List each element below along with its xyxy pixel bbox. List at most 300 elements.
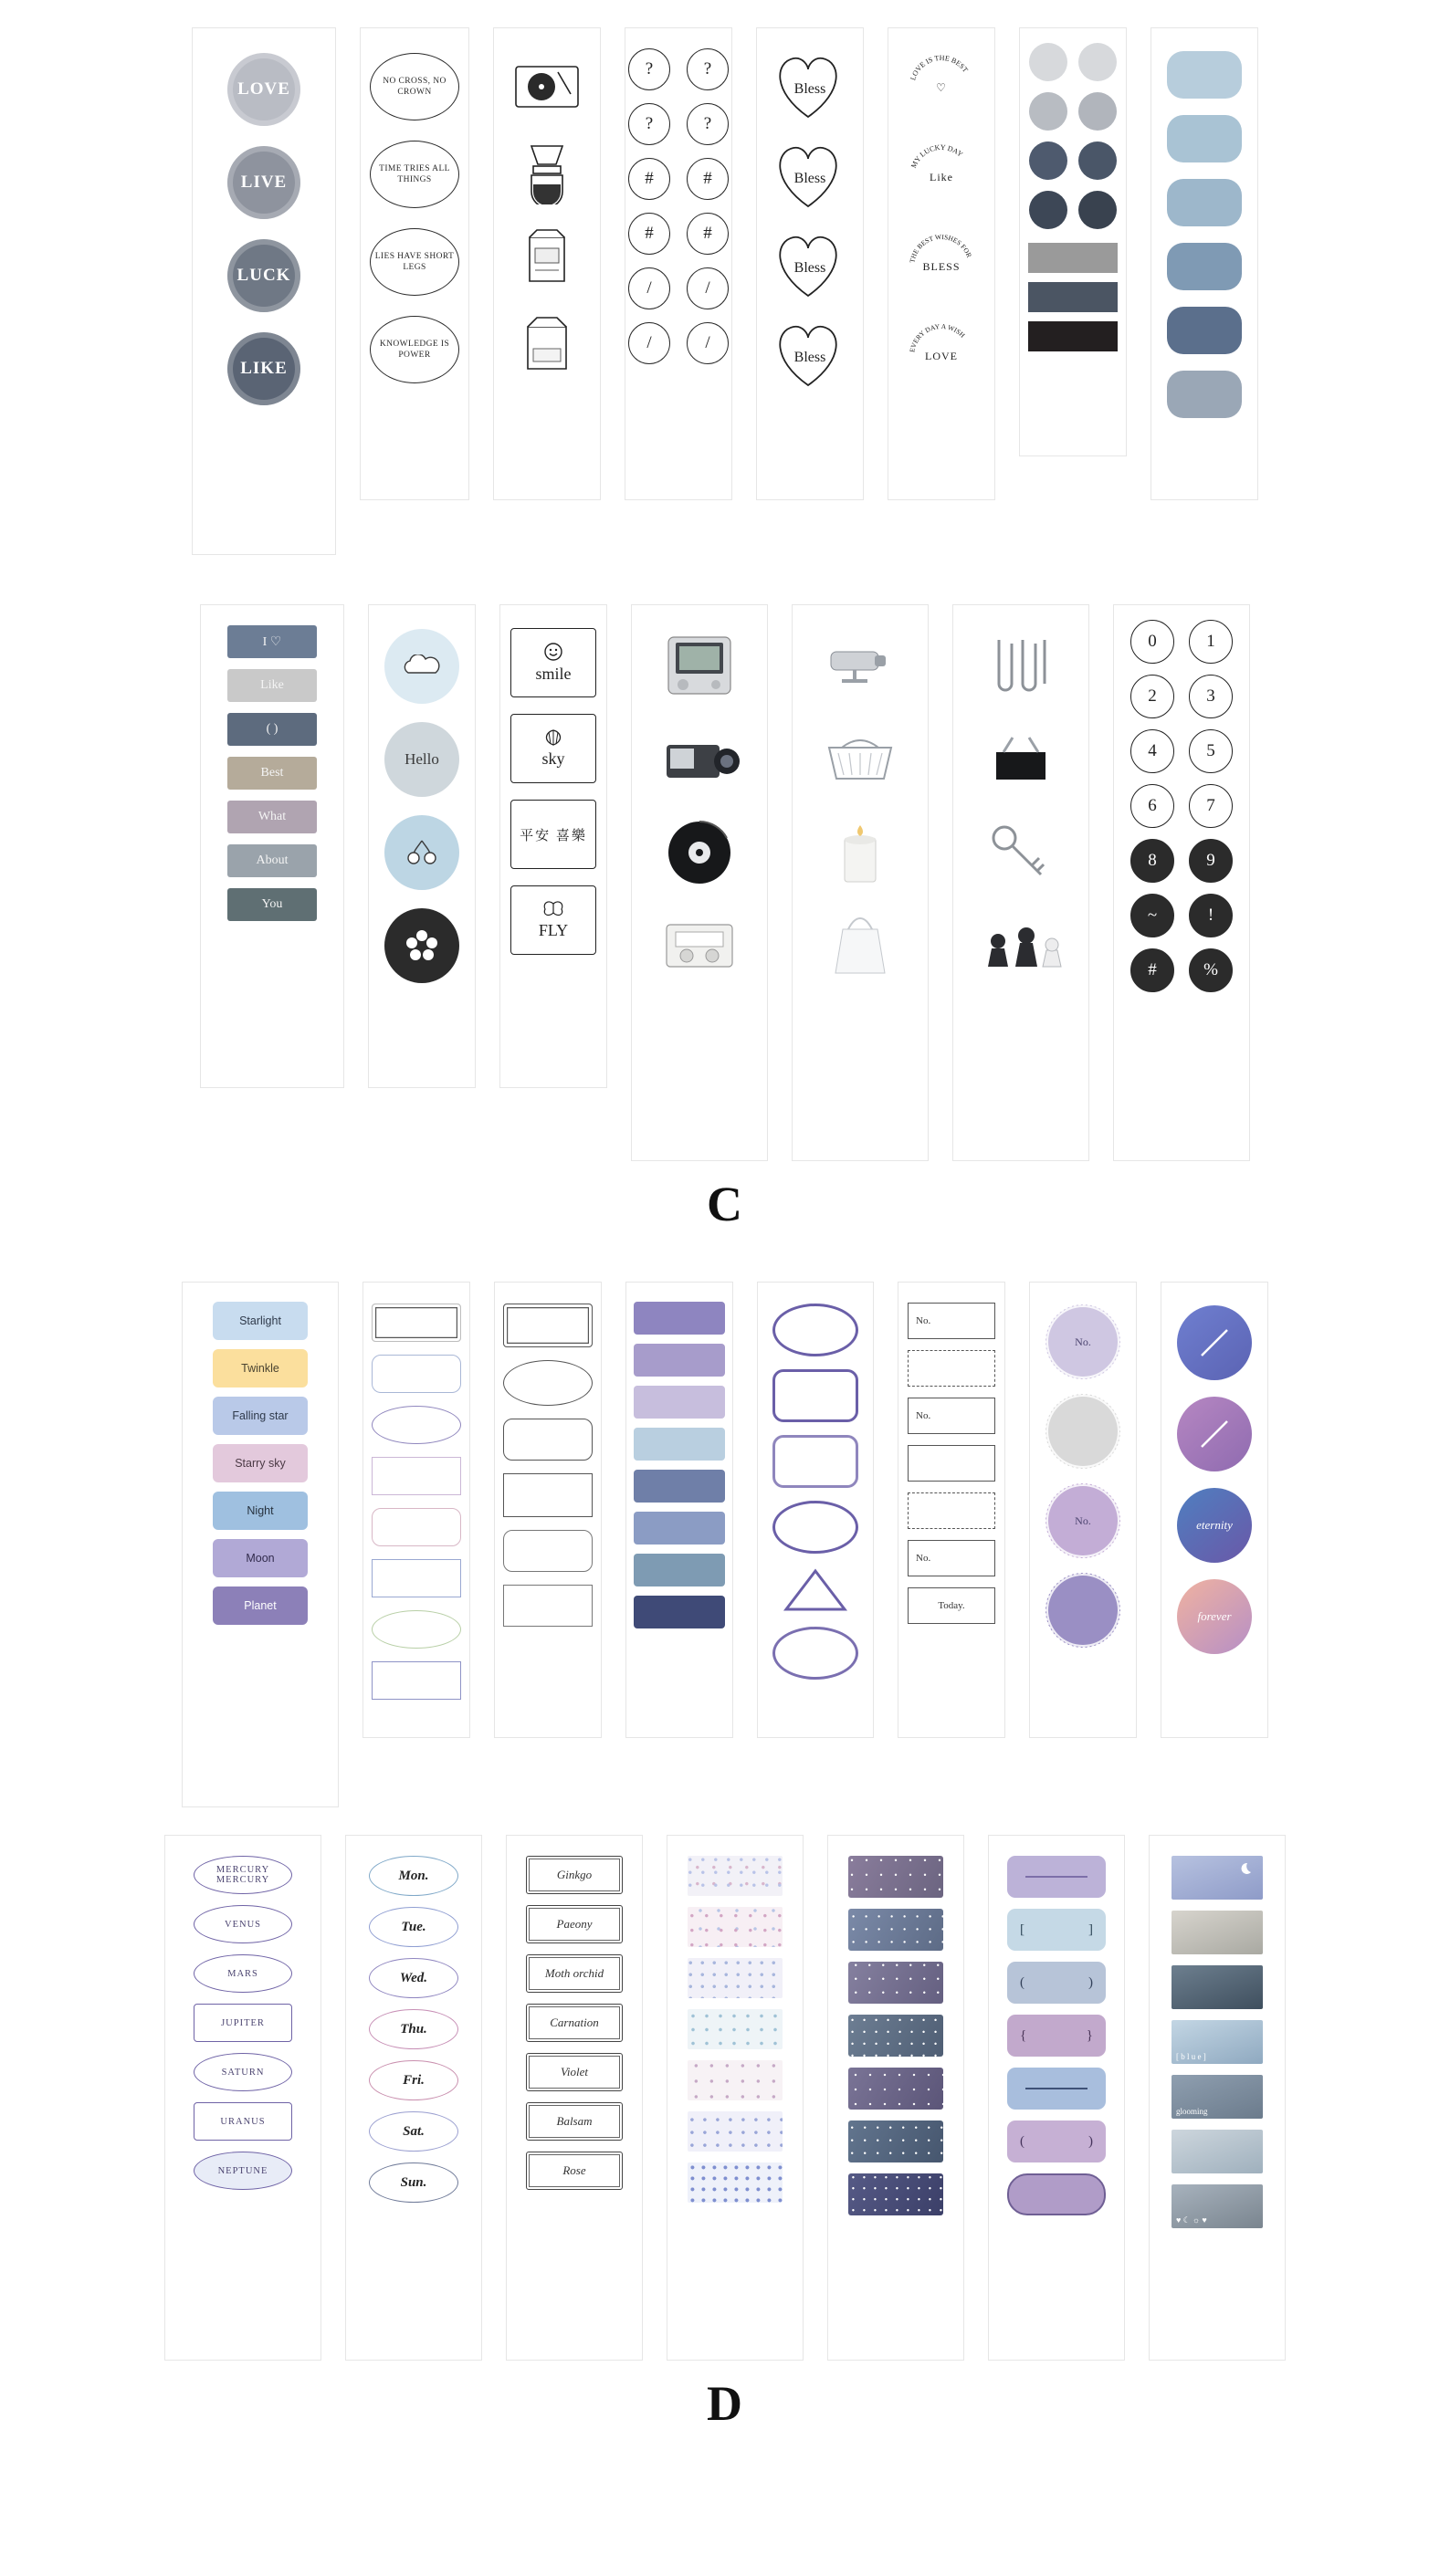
weekday-tag[interactable] xyxy=(369,2162,458,2203)
sheet-line-art-objects[interactable] xyxy=(493,27,601,500)
circle-badge[interactable] xyxy=(227,53,300,126)
sheet-blank-line-frames[interactable] xyxy=(494,1282,602,1738)
sheet-weekday-ovals[interactable] xyxy=(345,1835,482,2361)
heart-label: Bless xyxy=(793,350,826,365)
planet-tag[interactable] xyxy=(194,2102,292,2141)
sheet-circular-text-stamps[interactable] xyxy=(888,27,995,500)
symbol-text: # xyxy=(645,224,654,243)
symbol-text: ! xyxy=(1207,906,1214,925)
word-card-label: 平安 喜樂 xyxy=(520,828,587,843)
number-sticker[interactable] xyxy=(1189,784,1233,828)
heart-sticker[interactable] xyxy=(766,139,854,215)
stamp-core: Like xyxy=(930,170,953,183)
photo-card[interactable] xyxy=(1172,1911,1263,1954)
text-stamp[interactable] xyxy=(902,48,981,127)
number-text: 6 xyxy=(1148,796,1157,815)
text-stamp[interactable] xyxy=(902,317,981,395)
number-text: 1 xyxy=(1206,632,1215,651)
chip-label: ( ) xyxy=(266,722,278,736)
triangle-shape[interactable] xyxy=(775,1566,856,1614)
color-block[interactable] xyxy=(1028,243,1118,273)
seal-sticker[interactable] xyxy=(1045,1304,1120,1379)
bracket-tag[interactable] xyxy=(1007,1856,1106,1898)
number-sticker[interactable] xyxy=(1130,675,1174,718)
sheet-pastel-motif-circles[interactable] xyxy=(368,604,476,1088)
sheet-heart-bless[interactable] xyxy=(756,27,864,500)
plastic-bag-icon[interactable] xyxy=(812,906,909,985)
butterfly-icon xyxy=(541,900,565,918)
bracket-tag[interactable] xyxy=(1007,2015,1106,2057)
color-frame[interactable] xyxy=(372,1661,461,1700)
starry-patch[interactable] xyxy=(848,1856,943,1898)
color-dot[interactable] xyxy=(1029,191,1067,229)
sheet-purple-outline-shapes[interactable] xyxy=(757,1282,874,1738)
symbol-sticker[interactable] xyxy=(1130,948,1174,992)
photo-card[interactable] xyxy=(1172,2130,1263,2173)
word-card[interactable] xyxy=(510,628,596,697)
color-dot[interactable] xyxy=(1078,191,1117,229)
label-chip[interactable] xyxy=(227,713,317,746)
photo-card[interactable] xyxy=(1172,2075,1263,2119)
weekday-tag[interactable] xyxy=(369,2111,458,2152)
badge-label: LUCK xyxy=(236,266,291,285)
slogan-text: LIES HAVE SHORT LEGS xyxy=(374,252,455,272)
sheet-number-ticket-boxes[interactable] xyxy=(898,1282,1005,1738)
circle-label: Hello xyxy=(405,750,439,768)
color-frame[interactable] xyxy=(372,1559,461,1597)
color-bar[interactable] xyxy=(634,1386,725,1419)
rounded-tag[interactable] xyxy=(1167,371,1242,418)
flower-tag[interactable] xyxy=(526,2102,623,2141)
rounded-tag[interactable] xyxy=(1167,243,1242,290)
ticket-label: No. xyxy=(916,1553,931,1564)
chip-label: You xyxy=(261,897,283,911)
bracket-tag[interactable] xyxy=(1007,2173,1106,2215)
sheet-solid-color-bars[interactable] xyxy=(625,1282,733,1738)
symbol-text: / xyxy=(646,333,652,352)
planet-label: VENUS xyxy=(224,1919,261,1930)
slogan-oval[interactable] xyxy=(370,53,459,120)
sheet-color-swatches[interactable] xyxy=(1019,27,1127,456)
rounded-tag[interactable] xyxy=(1167,115,1242,162)
sheet-flower-name-frames[interactable] xyxy=(506,1835,643,2361)
gradient-circle[interactable] xyxy=(1177,1397,1252,1471)
cherry-icon[interactable] xyxy=(384,815,459,890)
speckle-patch[interactable] xyxy=(688,2009,783,2049)
circle-badge[interactable] xyxy=(227,239,300,312)
number-text: 3 xyxy=(1206,686,1215,706)
photo-caption: ♥ ☾ ☼ ♥ xyxy=(1176,2215,1207,2225)
svg-text:MY LUCKY DAY: MY LUCKY DAY xyxy=(909,142,965,170)
symbol-sticker[interactable] xyxy=(687,267,729,309)
sheet-word-circle-badges[interactable] xyxy=(192,27,336,555)
bracket-left: ( xyxy=(1020,2133,1024,2149)
hello-circle[interactable] xyxy=(384,722,459,797)
heart-sticker[interactable] xyxy=(766,318,854,394)
photo-card[interactable] xyxy=(1172,2184,1263,2228)
weekday-tag[interactable] xyxy=(369,2060,458,2100)
tag-label: Night xyxy=(247,1504,274,1517)
symbol-text: ~ xyxy=(1147,906,1158,925)
label-chip[interactable] xyxy=(227,888,317,921)
number-sticker[interactable] xyxy=(1130,784,1174,828)
word-tag[interactable] xyxy=(213,1349,308,1387)
tag-label: Starry sky xyxy=(235,1457,286,1470)
starry-patch[interactable] xyxy=(848,2068,943,2110)
tag-label: Moon xyxy=(246,1552,275,1565)
sheet-starlight-tags[interactable] xyxy=(182,1282,339,1807)
cassette-icon[interactable] xyxy=(651,906,748,985)
stamp-core: BLESS xyxy=(922,259,961,273)
ticket-box[interactable] xyxy=(908,1540,995,1576)
deco-frame[interactable] xyxy=(503,1304,593,1347)
stamp-core: LOVE xyxy=(925,349,958,362)
oval-frame[interactable] xyxy=(503,1360,593,1406)
symbol-grid xyxy=(628,43,729,370)
gradient-circle[interactable] xyxy=(1177,1488,1252,1563)
sheet-symbol-circles[interactable] xyxy=(625,27,732,500)
symbol-text: # xyxy=(1148,960,1157,979)
text-stamp[interactable] xyxy=(902,138,981,216)
weekday-label: Wed. xyxy=(399,1970,428,1985)
flower-tag[interactable] xyxy=(526,1856,623,1894)
symbol-sticker[interactable] xyxy=(687,103,729,145)
badge-label: LIKE xyxy=(240,359,288,378)
color-frame[interactable] xyxy=(372,1508,461,1546)
cloud-icon[interactable] xyxy=(384,629,459,704)
handheld-console-icon[interactable] xyxy=(651,627,748,706)
safety-pins-icon[interactable] xyxy=(972,627,1069,706)
weekday-tag[interactable] xyxy=(369,1856,458,1896)
symbol-sticker[interactable] xyxy=(1189,948,1233,992)
label-chip[interactable] xyxy=(227,625,317,658)
sheet-outlined-color-frames[interactable] xyxy=(362,1282,470,1738)
ticket-box[interactable] xyxy=(908,1350,995,1387)
symbol-sticker[interactable] xyxy=(628,213,670,255)
binder-clip-icon[interactable] xyxy=(972,720,1069,799)
number-sticker[interactable] xyxy=(1189,675,1233,718)
round-shape[interactable] xyxy=(772,1369,858,1422)
round-frame[interactable] xyxy=(503,1419,593,1461)
oval-shape[interactable] xyxy=(772,1304,858,1356)
ticket-label: Today. xyxy=(938,1600,965,1611)
number-sticker[interactable] xyxy=(1189,620,1233,664)
word-tag[interactable] xyxy=(213,1492,308,1530)
starry-patch[interactable] xyxy=(848,1909,943,1951)
color-bar[interactable] xyxy=(634,1470,725,1503)
word-tag[interactable] xyxy=(213,1397,308,1435)
number-sticker[interactable] xyxy=(1130,839,1174,883)
sheet-number-symbol-circles[interactable] xyxy=(1113,604,1250,1161)
planet-tag[interactable] xyxy=(194,2152,292,2190)
planet-label: NEPTUNE xyxy=(217,2165,268,2176)
weekday-label: Fri. xyxy=(403,2072,425,2088)
symbol-text: # xyxy=(645,169,654,188)
rounded-tag[interactable] xyxy=(1167,179,1242,226)
label-chip[interactable] xyxy=(227,801,317,833)
flower-icon[interactable] xyxy=(384,908,459,983)
symbol-sticker[interactable] xyxy=(1189,894,1233,937)
seal-sticker[interactable] xyxy=(1045,1573,1120,1648)
planet-tag[interactable] xyxy=(194,2053,292,2091)
color-bar[interactable] xyxy=(634,1554,725,1586)
gradient-circle[interactable] xyxy=(1177,1305,1252,1380)
svg-text:LOVE IS THE BEST: LOVE IS THE BEST xyxy=(909,53,970,82)
color-block[interactable] xyxy=(1028,282,1118,312)
label-chip[interactable] xyxy=(227,844,317,877)
rounded-tag[interactable] xyxy=(1167,51,1242,99)
sheet-starry-patches[interactable] xyxy=(827,1835,964,2361)
starry-patch[interactable] xyxy=(848,2015,943,2057)
weekday-tag[interactable] xyxy=(369,1907,458,1947)
ticket-box[interactable] xyxy=(908,1303,995,1339)
slogan-oval[interactable] xyxy=(370,228,459,296)
bracket-tag[interactable] xyxy=(1007,2068,1106,2110)
section-c-row-2 xyxy=(0,604,1450,1161)
starry-patch[interactable] xyxy=(848,1962,943,2004)
badge-label: LIVE xyxy=(240,173,288,192)
symbol-sticker[interactable] xyxy=(1130,894,1174,937)
planet-tag[interactable] xyxy=(194,1856,292,1894)
slogan-oval[interactable] xyxy=(370,316,459,383)
seal-label: No. xyxy=(1075,1335,1091,1348)
ticket-box[interactable] xyxy=(908,1587,995,1624)
starry-patch[interactable] xyxy=(848,2173,943,2215)
pour-over-coffee-icon xyxy=(505,136,589,207)
section-letter-d: D xyxy=(707,2376,743,2431)
shell-icon xyxy=(541,728,565,747)
weekday-label: Sat. xyxy=(403,2123,425,2139)
sheet-speckle-patches[interactable] xyxy=(667,1835,804,2361)
planet-label: JUPITER xyxy=(221,2017,265,2028)
word-tag[interactable] xyxy=(213,1444,308,1482)
symbol-text: ? xyxy=(645,59,654,79)
color-bar[interactable] xyxy=(634,1344,725,1377)
sheet-framed-word-cards[interactable] xyxy=(499,604,607,1088)
number-sticker[interactable] xyxy=(1189,839,1233,883)
symbol-sticker[interactable] xyxy=(687,48,729,90)
number-sticker[interactable] xyxy=(1130,729,1174,773)
color-frame[interactable] xyxy=(372,1304,461,1342)
starry-patch[interactable] xyxy=(848,2120,943,2162)
planet-label: MERCURY MERCURY xyxy=(215,1865,270,1885)
weekday-label: Sun. xyxy=(400,2174,427,2190)
sheet-photo-mood-cards[interactable] xyxy=(1149,1835,1286,2361)
color-frame[interactable] xyxy=(372,1355,461,1393)
sheet-daily-objects[interactable] xyxy=(792,604,929,1161)
speckle-patch[interactable] xyxy=(688,2060,783,2100)
keys-icon[interactable] xyxy=(972,813,1069,892)
seal-sticker[interactable] xyxy=(1045,1394,1120,1469)
camcorder-icon[interactable] xyxy=(651,720,748,799)
symbol-sticker[interactable] xyxy=(628,322,670,364)
symbol-sticker[interactable] xyxy=(687,158,729,200)
sheet-rounded-color-tags[interactable] xyxy=(1151,27,1258,500)
candle-icon[interactable] xyxy=(812,813,909,892)
flower-label: Ginkgo xyxy=(556,1868,593,1881)
gradient-circle-label: forever xyxy=(1197,1609,1232,1623)
sheet-retro-electronics[interactable] xyxy=(631,604,768,1161)
flower-tag[interactable] xyxy=(526,1954,623,1993)
symbol-text: # xyxy=(703,169,712,188)
color-dot[interactable] xyxy=(1078,43,1117,81)
number-grid xyxy=(1130,620,1233,992)
circle-badge[interactable] xyxy=(227,146,300,219)
chess-pieces-icon[interactable] xyxy=(972,906,1069,985)
wide-frame[interactable] xyxy=(503,1585,593,1627)
speckle-patch[interactable] xyxy=(688,1856,783,1896)
flower-label: Moth orchid xyxy=(544,1966,604,1980)
weekday-tag[interactable] xyxy=(369,1958,458,1998)
cd-disc-icon[interactable] xyxy=(651,813,748,892)
symbol-sticker[interactable] xyxy=(687,322,729,364)
section-c-row-1 xyxy=(0,27,1450,555)
word-card[interactable] xyxy=(510,885,596,955)
section-c xyxy=(0,0,1450,1232)
flower-label: Balsam xyxy=(556,2114,593,2128)
color-frame[interactable] xyxy=(372,1457,461,1495)
gradient-circle[interactable] xyxy=(1177,1579,1252,1654)
color-block[interactable] xyxy=(1028,321,1118,351)
planet-label: MARS xyxy=(227,1968,258,1979)
sheet-dotted-seals[interactable] xyxy=(1029,1282,1137,1738)
symbol-text: ? xyxy=(645,114,654,133)
sheet-planet-ovals[interactable] xyxy=(164,1835,321,2361)
flower-tag[interactable] xyxy=(526,2053,623,2091)
heart-label: Bless xyxy=(793,260,826,276)
circle-shape[interactable] xyxy=(772,1501,858,1554)
ticket-box[interactable] xyxy=(908,1445,995,1482)
sheet-stationery-objects[interactable] xyxy=(952,604,1089,1161)
planet-label: URANUS xyxy=(220,2116,266,2127)
heart-label: Bless xyxy=(793,171,826,186)
shopping-basket-icon[interactable] xyxy=(812,720,909,799)
planet-tag[interactable] xyxy=(194,1954,292,1993)
word-tag[interactable] xyxy=(213,1586,308,1625)
word-card[interactable] xyxy=(510,714,596,783)
photo-caption: [ b l u e ] xyxy=(1176,2052,1206,2061)
symbol-sticker[interactable] xyxy=(628,48,670,90)
speckle-patch[interactable] xyxy=(688,1958,783,1998)
color-frame[interactable] xyxy=(372,1610,461,1649)
circle-badge[interactable] xyxy=(227,332,300,405)
color-dot[interactable] xyxy=(1029,43,1067,81)
speckle-patch[interactable] xyxy=(688,2162,783,2203)
photo-card[interactable] xyxy=(1172,1965,1263,2009)
seal-sticker[interactable] xyxy=(1045,1483,1120,1558)
symbol-text: / xyxy=(705,333,710,352)
rect-frame[interactable] xyxy=(503,1473,593,1517)
label-chip[interactable] xyxy=(227,669,317,702)
color-bar[interactable] xyxy=(634,1428,725,1461)
bracket-right: ) xyxy=(1088,2133,1093,2149)
color-bar[interactable] xyxy=(634,1596,725,1628)
section-d xyxy=(0,1282,1450,2459)
photo-card[interactable] xyxy=(1172,2020,1263,2064)
number-text: 2 xyxy=(1148,686,1157,706)
ticket-box[interactable] xyxy=(908,1492,995,1529)
symbol-text: % xyxy=(1203,960,1218,979)
flower-tag[interactable] xyxy=(526,2004,623,2042)
circle-shape[interactable] xyxy=(772,1627,858,1680)
number-text: 8 xyxy=(1148,851,1157,870)
chip-label: About xyxy=(256,853,289,867)
photo-caption: glooming xyxy=(1176,2107,1208,2116)
weekday-tag[interactable] xyxy=(369,2009,458,2049)
word-tag[interactable] xyxy=(213,1539,308,1577)
word-card-label: smile xyxy=(535,665,572,683)
color-dot[interactable] xyxy=(1078,92,1117,131)
sheet-gradient-circles[interactable] xyxy=(1161,1282,1268,1738)
word-tag[interactable] xyxy=(213,1302,308,1340)
record-player-icon xyxy=(505,50,589,121)
bracket-right: ) xyxy=(1088,1974,1093,1990)
color-dot[interactable] xyxy=(1029,92,1067,131)
heart-sticker[interactable] xyxy=(766,228,854,305)
word-card[interactable] xyxy=(510,800,596,869)
number-sticker[interactable] xyxy=(1189,729,1233,773)
cctv-camera-icon[interactable] xyxy=(812,627,909,706)
text-stamp[interactable] xyxy=(902,227,981,306)
color-dot[interactable] xyxy=(1078,141,1117,180)
sheet-bracket-tags[interactable] xyxy=(988,1835,1125,2361)
flower-tag[interactable] xyxy=(526,1905,623,1943)
speckle-patch[interactable] xyxy=(688,2111,783,2152)
planet-tag[interactable] xyxy=(194,1905,292,1943)
dot-swatch-grid xyxy=(1029,43,1117,238)
ticket-box[interactable] xyxy=(908,1398,995,1434)
slogan-text: KNOWLEDGE IS POWER xyxy=(379,340,450,360)
symbol-sticker[interactable] xyxy=(628,267,670,309)
slogan-oval[interactable] xyxy=(370,141,459,208)
weekday-label: Tue. xyxy=(401,1919,426,1934)
section-d-row-1 xyxy=(0,1282,1450,1807)
symbol-sticker[interactable] xyxy=(628,103,670,145)
color-bar[interactable] xyxy=(634,1512,725,1545)
flower-label: Carnation xyxy=(550,2016,599,2029)
flower-tag[interactable] xyxy=(526,2152,623,2190)
bracket-left: { xyxy=(1020,2027,1027,2043)
number-text: 9 xyxy=(1206,851,1215,870)
color-frame[interactable] xyxy=(372,1406,461,1444)
number-text: 7 xyxy=(1206,796,1215,815)
symbol-sticker[interactable] xyxy=(628,158,670,200)
chip-label: What xyxy=(257,810,287,823)
badge-label: LOVE xyxy=(237,79,290,99)
bracket-tag[interactable] xyxy=(1007,1909,1106,1951)
soft-rect-frame[interactable] xyxy=(503,1530,593,1572)
heart-sticker[interactable] xyxy=(766,49,854,126)
planet-tag[interactable] xyxy=(194,2004,292,2042)
label-chip[interactable] xyxy=(227,757,317,790)
heart-label: Bless xyxy=(793,81,826,97)
photo-card[interactable] xyxy=(1172,1856,1263,1900)
symbol-sticker[interactable] xyxy=(687,213,729,255)
stamp-core: ♡ xyxy=(936,80,947,94)
chip-label: I ♡ xyxy=(262,634,282,649)
bracket-tag[interactable] xyxy=(1007,1962,1106,2004)
speckle-patch[interactable] xyxy=(688,1907,783,1947)
color-bar[interactable] xyxy=(634,1302,725,1335)
bracket-tag[interactable] xyxy=(1007,2120,1106,2162)
rounded-tag[interactable] xyxy=(1167,307,1242,354)
sheet-word-label-chips[interactable] xyxy=(200,604,344,1088)
number-sticker[interactable] xyxy=(1130,620,1174,664)
sheet-oval-slogans[interactable] xyxy=(360,27,469,500)
round-shape[interactable] xyxy=(772,1435,858,1488)
color-dot[interactable] xyxy=(1029,141,1067,180)
symbol-text: ? xyxy=(703,59,712,79)
